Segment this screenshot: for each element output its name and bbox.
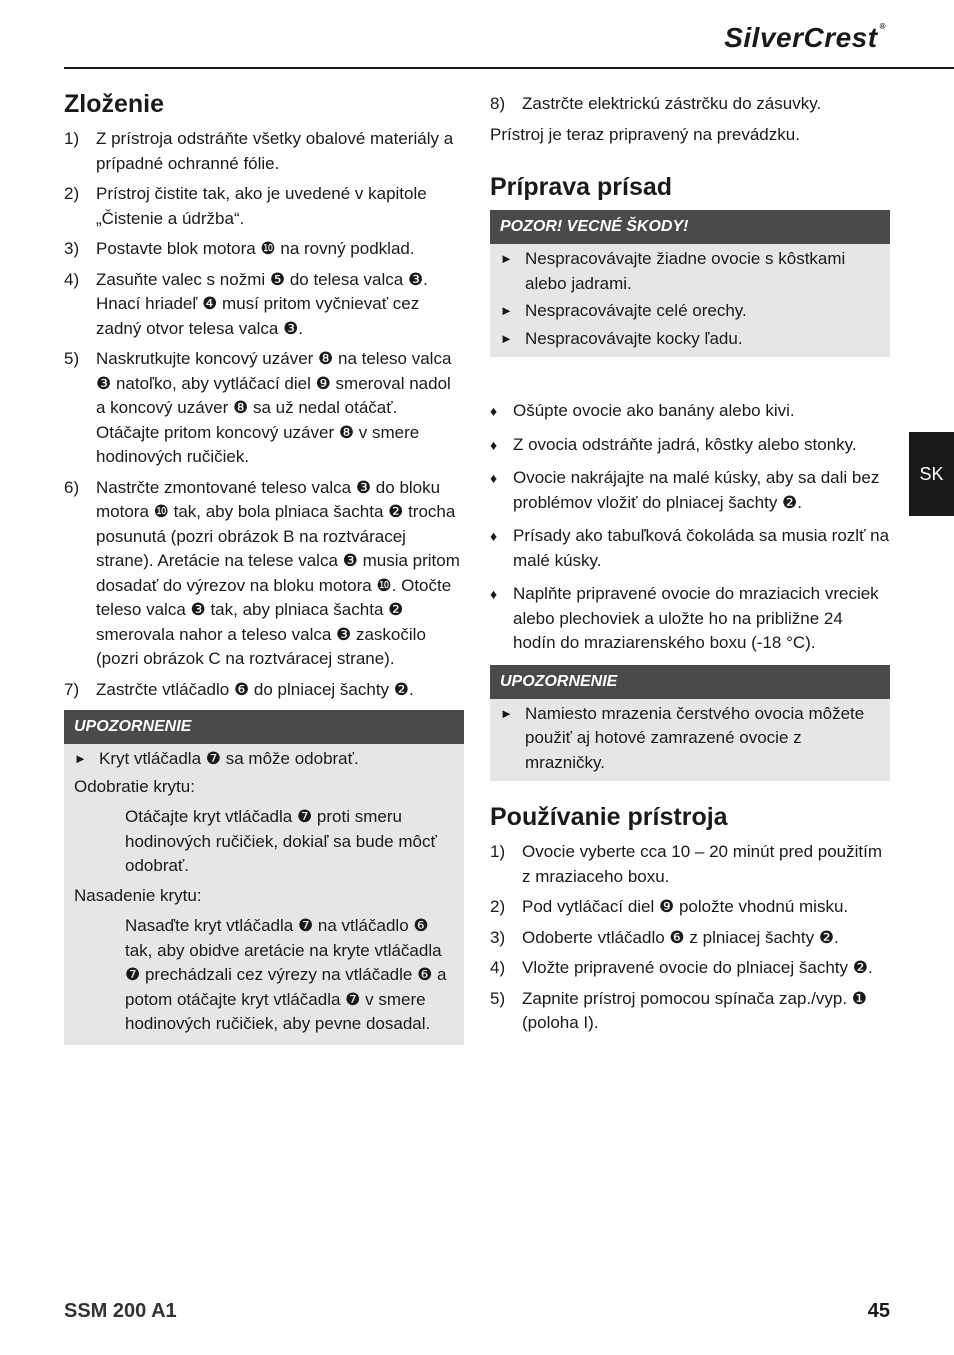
list-item: 3) Postavte blok motora ❿ na rovný podklad. [64,239,415,258]
language-tab: SK [909,432,954,516]
ready-text: Prístroj je teraz pripravený na prevádzku. [490,124,800,144]
warning-item: ► Nespracovávajte celé orechy. [490,296,890,324]
header-rule [64,67,954,69]
arrow-icon: ► [500,330,513,346]
attach-cover-text: Nasaďte kryt vtláčadla ❼ na vtláčadlo ❻ tak, aby obidve aretácie na kryte vtláčadla ❼ prechádzali cez výrezy na vtláčadle ❻ a potom otáčajte kryt vtláčadla ❼ v smere hodinových ručičiek, aby pevne dosadal. [125,916,447,1033]
assembly-steps [64,127,464,702]
arrow-icon: ► [74,751,87,766]
arrow-icon: ► [500,705,513,721]
section-title-usage: Používanie prístroja [490,803,728,831]
prep-item: ♦ Ovocie nakrájajte na malé kúsky, aby sa dali bez problémov vložiť do plniacej šachty ❷. [490,466,890,515]
note-bullet: ► Kryt vtláčadla ❼ sa môže odobrať. [64,744,464,772]
list-item: 4) Zasuňte valec s nožmi ❺ do telesa valca ❸. Hnací hriadeľ ❹ musí pritom vyčnievať cez zadný otvor telesa valca ❸. [64,269,428,338]
section-title-assembly: Zloženie [64,90,165,118]
remove-cover-text: Otáčajte kryt vtláčadla ❼ proti smeru hodinových ručičiek, dokiaľ sa bude môcť odobrať. [125,807,437,875]
prep-item: ♦ Naplňte pripravené ovocie do mraziacich vreciek alebo plechoviek a uložte ho na približne 24 hodín do mraziarenského boxu (-18 °C). [490,582,890,656]
diamond-icon: ♦ [490,470,498,486]
section-title-preparation: Príprava prísad [490,173,673,201]
warning-heading: POZOR! VECNÉ ŠKODY! [490,210,890,244]
footer-model: SSM 200 A1 [64,1300,177,1322]
list-item: 7) Zastrčte vtláčadlo ❻ do plniacej šachty ❷. [64,679,414,699]
remove-cover-label: Odobratie krytu: [74,776,195,796]
diamond-icon: ♦ [490,528,498,544]
diamond-icon: ♦ [490,586,498,602]
list-item: 5) Naskrutkujte koncový uzáver ❽ na teleso valca ❸ natoľko, aby vytláčací diel ❾ smeroval nadol a koncový uzáver ❽ sa už nedal otáčať. Otáčajte pritom koncový uzáver ❽ v smere hodinových ručičiek. [64,349,452,466]
list-item: 1) Ovocie vyberte cca 10 – 20 minút pred použitím z mraziaceho boxu. [490,842,883,886]
attach-cover-label: Nasadenie krytu: [74,885,202,905]
list-item: 8) Zastrčte elektrickú zástrčku do zásuvky. [490,94,822,113]
list-item: 2) Prístroj čistite tak, ako je uvedené v kapitole „Čistenie a údržba“. [64,184,427,228]
list-item: 2) Pod vytláčací diel ❾ položte vhodnú misku. [490,897,849,916]
prep-item: ♦ Z ovocia odstráňte jadrá, kôstky alebo stonky. [490,433,890,458]
warning-box [490,210,890,357]
note-heading: UPOZORNENIE [64,710,464,744]
prep-item: ♦ Ošúpte ovocie ako banány alebo kivi. [490,399,890,424]
warning-item: ► Nespracovávajte kocky ľadu. [490,324,890,352]
diamond-icon: ♦ [490,436,498,453]
arrow-icon: ► [500,303,513,318]
right-column [490,92,890,1042]
list-item: 1) Z prístroja odstráňte všetky obalové materiály a prípadné ochranné fólie. [64,129,454,173]
page-number: 45 [867,1300,890,1322]
warning-item: ► Nespracovávajte žiadne ovocie s kôstkami alebo jadrami. [490,244,890,296]
list-item: 3) Odoberte vtláčadlo ❻ z plniacej šachty ❷. [490,927,839,947]
prep-item: ♦ Prísady ako tabuľková čokoláda sa musia rozlť na malé kúsky. [490,524,890,573]
list-item: 4) Vložte pripravené ovocie do plniacej šachty ❷. [490,958,873,977]
left-column [64,86,464,1057]
diamond-icon: ♦ [490,403,498,419]
note-box [64,710,464,1045]
list-item: 5) Zapnite prístroj pomocou spínača zap./vyp. ❶ (poloha I). [490,988,868,1032]
brand-logo: SilverCrest ® [724,22,886,53]
note-box [490,665,890,782]
arrow-icon: ► [500,251,513,266]
note-heading: UPOZORNENIE [490,665,890,699]
list-item: 6) Nastrčte zmontované teleso valca ❸ do bloku motora ❿ tak, aby bola plniaca šachta ❷ trocha posunutá (pozri obrázok B na roztváracej strane). Aretácie na telese valca ❸ musia pritom dosadať do výrezov na bloku motora ❿. Otočte teleso valca ❸ tak, aby plniaca šachta ❷ smerovala nahor a teleso valca ❸ zaskočilo (pozri obrázok C na roztváracej strane). [64,477,460,668]
note-bullet: ► Namiesto mrazenia čerstvého ovocia môžete použiť aj hotové zamrazené ovocie z mrazničky. [490,699,890,776]
